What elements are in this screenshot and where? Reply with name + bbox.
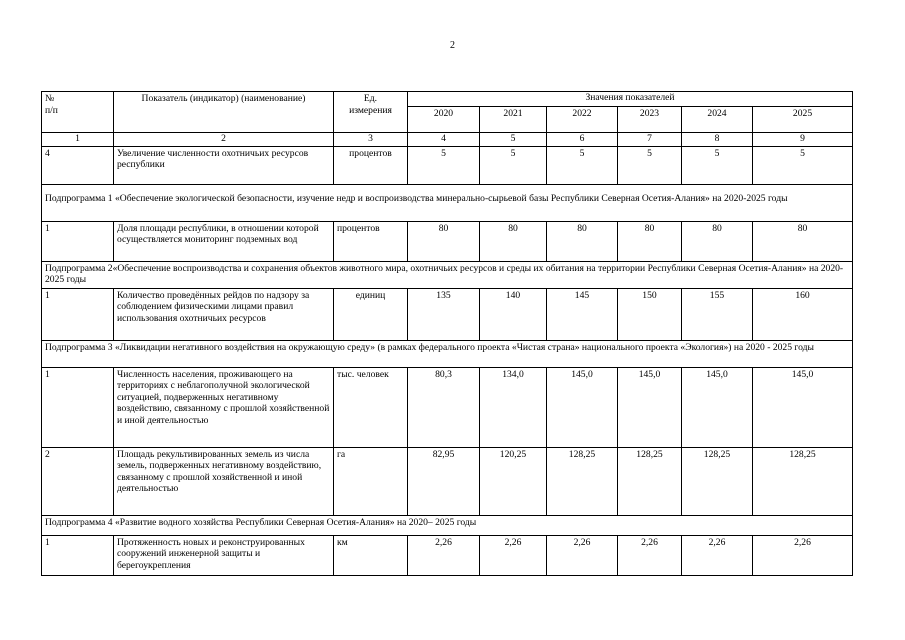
row-value: 160 <box>753 288 853 340</box>
header-year: 2025 <box>753 107 853 133</box>
row-indicator: Площадь рекультивированных земель из числа земель, подверженных негативному воздействию, связанному с прошлой хозяйственной и иной деятельностью <box>114 447 334 515</box>
col-number: 5 <box>480 133 547 147</box>
header-year: 2022 <box>547 107 618 133</box>
row-value: 145,0 <box>618 367 682 447</box>
row-value: 2,26 <box>618 535 682 575</box>
row-value: 80,3 <box>408 367 480 447</box>
header-year: 2020 <box>408 107 480 133</box>
row-num: 4 <box>42 146 114 184</box>
row-value: 128,25 <box>753 447 853 515</box>
table-row <box>42 535 853 575</box>
header-year: 2024 <box>682 107 753 133</box>
table-row <box>42 367 853 447</box>
header-indicator: Показатель (индикатор) (наименование) <box>114 92 334 133</box>
row-value: 145,0 <box>682 367 753 447</box>
col-number: 1 <box>42 133 114 147</box>
row-value: 80 <box>618 221 682 261</box>
header-year: 2023 <box>618 107 682 133</box>
row-num: 1 <box>42 288 114 340</box>
subprogram-title: Подпрограмма 3 «Ликвидации негативного воздействия на окружающую среду» (в рамках федерального проекта «Чистая страна» национального проекта «Экология») на 2020 - 2025 годы <box>42 340 853 367</box>
row-num: 1 <box>42 535 114 575</box>
subprogram-title: Подпрограмма 1 «Обеспечение экологической безопасности, изучение недр и воспроизводства минерально-сырьевой базы Республики Северная Осетия-Алания» на 2020-2025 годы <box>42 184 853 221</box>
col-number: 4 <box>408 133 480 147</box>
row-num: 1 <box>42 221 114 261</box>
row-value: 145,0 <box>547 367 618 447</box>
row-unit: км <box>334 535 408 575</box>
indicators-table <box>41 91 853 576</box>
row-value: 2,26 <box>480 535 547 575</box>
row-value: 82,95 <box>408 447 480 515</box>
row-value: 5 <box>547 146 618 184</box>
table-row <box>42 146 853 184</box>
row-value: 128,25 <box>618 447 682 515</box>
row-value: 80 <box>547 221 618 261</box>
col-number: 6 <box>547 133 618 147</box>
row-num: 1 <box>42 367 114 447</box>
row-indicator: Количество проведённых рейдов по надзору за соблюдением физическими лицами правил использования охотничьих ресурсов <box>114 288 334 340</box>
row-value: 5 <box>618 146 682 184</box>
row-indicator: Доля площади республики, в отношении которой осуществляется мониторинг подземных вод <box>114 221 334 261</box>
row-value: 80 <box>408 221 480 261</box>
row-indicator: Протяженность новых и реконструированных сооружений инженерной защиты и берегоукрепления <box>114 535 334 575</box>
header-values-title: Значения показателей <box>408 92 853 107</box>
row-value: 155 <box>682 288 753 340</box>
row-value: 5 <box>408 146 480 184</box>
row-value: 2,26 <box>753 535 853 575</box>
col-number: 2 <box>114 133 334 147</box>
col-number: 7 <box>618 133 682 147</box>
row-value: 128,25 <box>547 447 618 515</box>
table-row <box>42 447 853 515</box>
row-value: 5 <box>753 146 853 184</box>
subprogram-title: Подпрограмма 2«Обеспечение воспроизводства и сохранения объектов животного мира, охотничьих ресурсов и среды их обитания на территории Республики Северная Осетия-Алания» на 2020-2025 годы <box>42 261 853 288</box>
col-number: 9 <box>753 133 853 147</box>
row-value: 135 <box>408 288 480 340</box>
header-year: 2021 <box>480 107 547 133</box>
subprogram-title: Подпрограмма 4 «Развитие водного хозяйства Республики Северная Осетия-Алания» на 2020– 2025 годы <box>42 515 853 535</box>
row-unit: процентов <box>334 146 408 184</box>
row-unit: тыс. человек <box>334 367 408 447</box>
row-unit: единиц <box>334 288 408 340</box>
page-number: 2 <box>450 40 455 51</box>
row-value: 134,0 <box>480 367 547 447</box>
row-num: 2 <box>42 447 114 515</box>
row-value: 80 <box>682 221 753 261</box>
row-value: 80 <box>753 221 853 261</box>
row-value: 5 <box>682 146 753 184</box>
col-number: 8 <box>682 133 753 147</box>
row-unit: процентов <box>334 221 408 261</box>
row-value: 2,26 <box>547 535 618 575</box>
header-unit: Ед. измерения <box>334 92 408 133</box>
col-number: 3 <box>334 133 408 147</box>
row-value: 140 <box>480 288 547 340</box>
row-indicator: Численность населения, проживающего на территориях с неблагополучной экологической ситуацией, подверженных негативному воздействию, связанному с прошлой хозяйственной и иной деятельностью <box>114 367 334 447</box>
row-value: 145 <box>547 288 618 340</box>
row-value: 5 <box>480 146 547 184</box>
row-value: 128,25 <box>682 447 753 515</box>
row-indicator: Увеличение численности охотничьих ресурсов республики <box>114 146 334 184</box>
row-value: 150 <box>618 288 682 340</box>
row-value: 2,26 <box>408 535 480 575</box>
row-value: 145,0 <box>753 367 853 447</box>
header-num: № п/п <box>42 92 114 133</box>
row-value: 80 <box>480 221 547 261</box>
table-row <box>42 288 853 340</box>
row-value: 120,25 <box>480 447 547 515</box>
row-value: 2,26 <box>682 535 753 575</box>
row-unit: га <box>334 447 408 515</box>
table-row <box>42 221 853 261</box>
